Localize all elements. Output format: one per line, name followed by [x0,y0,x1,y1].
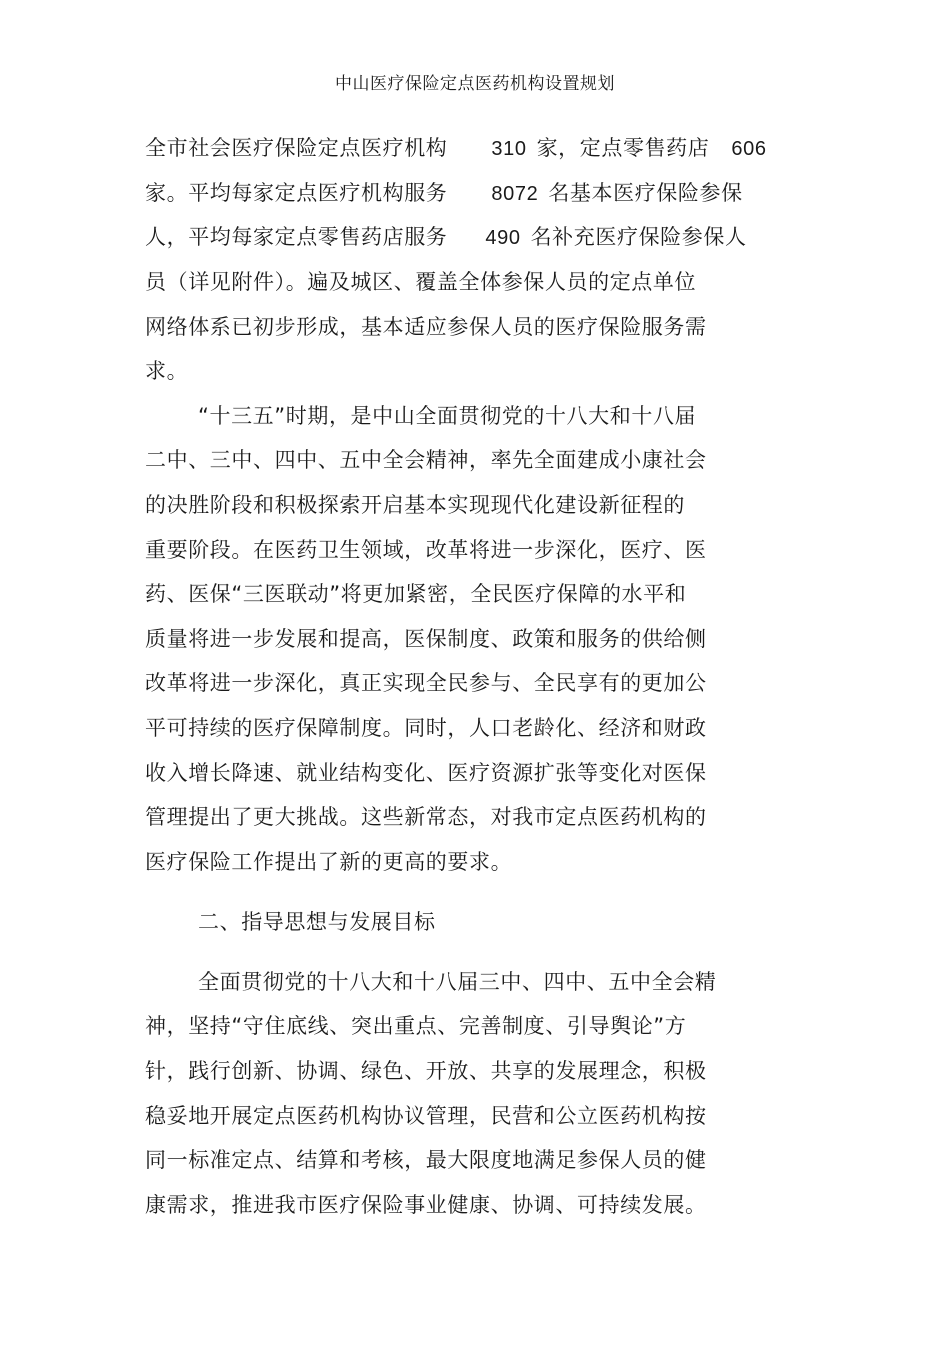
paragraph-2-line-10: 管理提出了更大挑战。这些新常态，对我市定点医药机构的 [145,805,707,829]
paragraph-3-line-3: 针，践行创新、协调、绿色、开放、共享的发展理念，积极 [145,1059,707,1083]
paragraph-2-line-2: 二中、三中、四中、五中全会精神，率先全面建成小康社会 [145,448,707,472]
paragraph-2-line-8: 平可持续的医疗保障制度。同时，人口老龄化、经济和财政 [145,716,707,740]
page-header-title: 中山医疗保险定点医药机构设置规划 [335,74,615,94]
paragraph-3-line-5: 同一标准定点、结算和考核，最大限度地满足参保人员的健 [145,1148,707,1172]
count-basic-insured: 8072 [491,183,539,205]
paragraph-2-line-4: 重要阶段。在医药卫生领域，改革将进一步深化，医疗、医 [145,538,707,562]
paragraph-2-line-5: 药、医保“三医联动”将更加紧密，全民医疗保障的水平和 [145,582,687,606]
section-heading-guiding-ideology: 二、指导思想与发展目标 [198,910,436,934]
paragraph-1-line-3 [145,222,747,253]
text: 全市社会医疗保险定点医疗机构 [145,136,448,160]
text: 家。平均每家定点医疗机构服务 [145,181,448,205]
paragraph-1-line-5: 网络体系已初步形成，基本适应参保人员的医疗保险服务需 [145,315,707,339]
paragraph-3-line-6: 康需求，推进我市医疗保险事业健康、协调、可持续发展。 [145,1193,707,1217]
count-medical-institutions: 310 [491,138,527,160]
text: 名基本医疗保险参保 [548,181,743,205]
paragraph-2-line-11: 医疗保险工作提出了新的更高的要求。 [145,850,513,874]
count-supplementary-insured: 490 [485,227,521,249]
paragraph-3-line-1: 全面贯彻党的十八大和十八届三中、四中、五中全会精 [198,970,717,994]
paragraph-2-line-7: 改革将进一步深化，真正实现全民参与、全民享有的更加公 [145,671,707,695]
paragraph-3-line-4: 稳妥地开展定点医药机构协议管理，民营和公立医药机构按 [145,1104,707,1128]
paragraph-2-line-9: 收入增长降速、就业结构变化、医疗资源扩张等变化对医保 [145,761,707,785]
text: 人，平均每家定点零售药店服务 [145,225,448,249]
paragraph-1-line-1 [145,133,767,164]
count-pharmacies: 606 [731,138,767,160]
paragraph-1-line-6: 求。 [145,359,189,383]
paragraph-2-line-6: 质量将进一步发展和提高，医保制度、政策和服务的供给侧 [145,627,707,651]
paragraph-1-line-2 [145,178,743,209]
paragraph-3-line-2: 神，坚持“守住底线、突出重点、完善制度、引导舆论”方 [145,1014,687,1038]
text: 名补充医疗保险参保人 [530,225,747,249]
text: 家，定点零售药店 [536,136,710,160]
paragraph-1-line-4: 员（详见附件）。遍及城区、覆盖全体参保人员的定点单位 [145,270,697,294]
paragraph-2-line-3: 的决胜阶段和积极探索开启基本实现现代化建设新征程的 [145,493,685,517]
paragraph-2-line-1: “十三五”时期，是中山全面贯彻党的十八大和十八届 [198,404,697,428]
